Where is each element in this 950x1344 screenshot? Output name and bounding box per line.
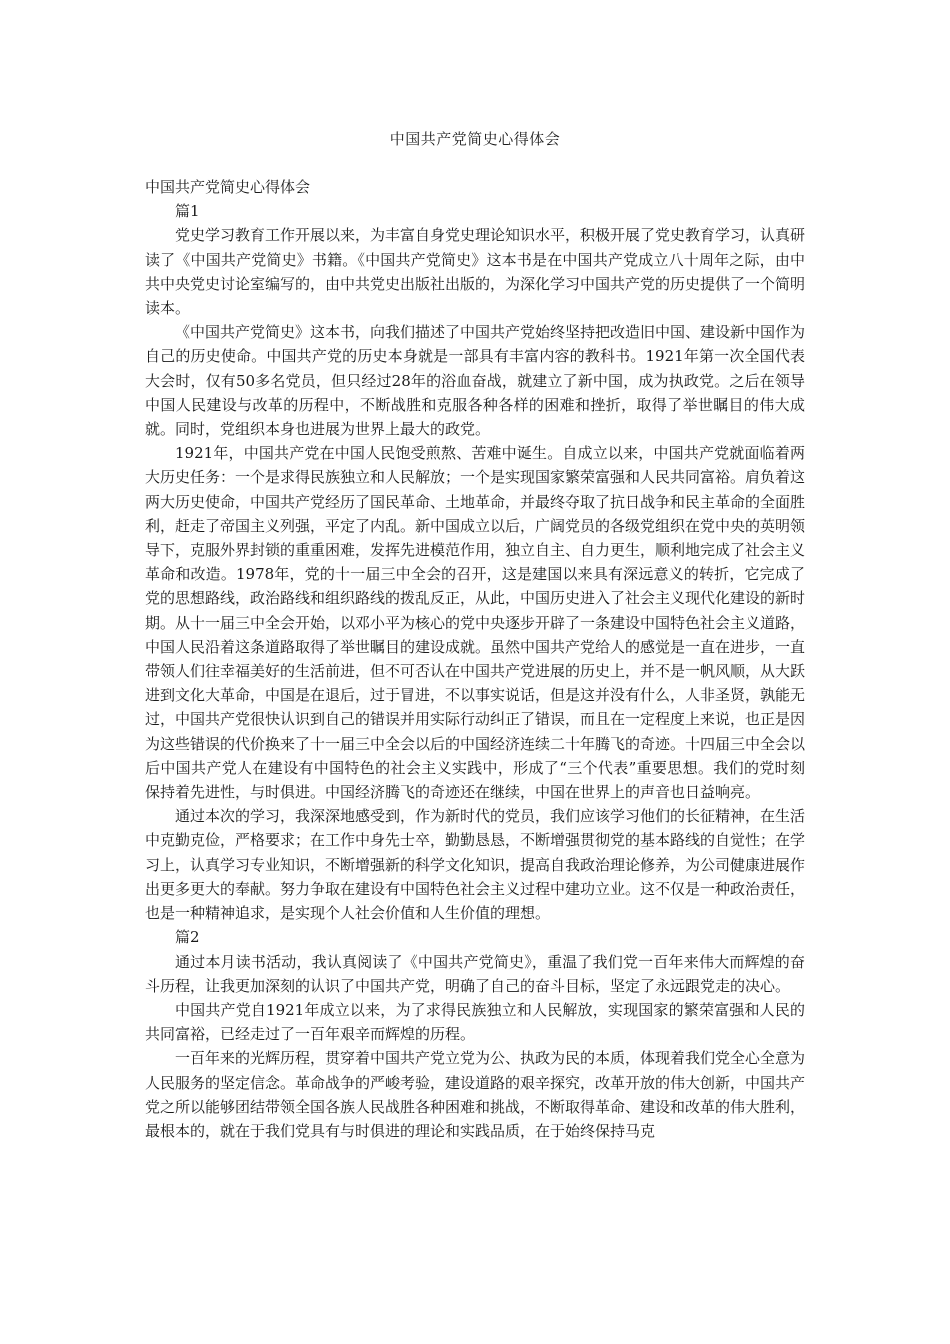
section-label-2: 篇2 [175, 928, 200, 947]
paragraph: 通过本月读书活动，我认真阅读了《中国共产党简史》，重温了我们党一百年来伟大而辉煌的奋斗历程，让我更加深刻的认识了中国共产党，明确了自己的奋斗目标，坚定了永远跟党走的决心。 [145, 952, 805, 995]
paragraph: 《中国共产党简史》这本书，向我们描述了中国共产党始终坚持把改造旧中国、建设新中国作为自己的历史使命。中国共产党的历史本身就是一部具有丰富内容的教科书。1921年第一次全国代表大会时，仅有50多名党员，但只经过28年的浴血奋战，就建立了新中国，成为执政党。之后在领导中国人民建设与改革的历程中，不断战胜和克服各种各样的困难和挫折，取得了举世瞩目的伟大成就。同时，党组织本身也进展为世界上最大的政党。 [145, 323, 806, 439]
document-subtitle: 中国共产党简史心得体会 [145, 178, 311, 196]
paragraph: 1921年，中国共产党在中国人民饱受煎熬、苦难中诞生。自成立以来，中国共产党就面临着两大历史任务：一个是求得民族独立和人民解放；一个是实现国家繁荣富强和人民共同富裕。肩负着这两大历史使命，中国共产党经历了国民革命、土地革命，并最终夺取了抗日战争和民主革命的全面胜利，赶走了帝国主义列强，平定了内乱。新中国成立以后，广阔党员的各级党组织在党中央的英明领导下，克服外界封锁的重重困难，发挥先进模范作用，独立自主、自力更生，顺利地完成了社会主义革命和改造。1978年，党的十一届三中全会的召开，这是建国以来具有深远意义的转折，它完成了党的思想路线，政治路线和组织路线的拨乱反正，从此，中国历史进入了社会主义现代化建设的新时期。从十一届三中全会开始，以邓小平为核心的党中央逐步开辟了一条建设中国特色社会主义道路，中国人民沿着这条道路取得了举世瞩目的建设成就。虽然中国共产党给人的感觉是一直在进步，一直带领人们往幸福美好的生活前进，但不可否认在中国共产党进展的历史上，并不是一帆风顺，从大跃进到文化大革命，中国是在退后，过于冒进，不以事实说话，但是这并没有什么，人非圣贤，孰能无过，中国共产党很快认识到自己的错误并用实际行动纠正了错误，而且在一定程度上来说，也正是因为这些错误的代价换来了十一届三中全会以后的中国经济连续二十年腾飞的奇迹。十四届三中全会以后中国共产党人在建设有中国特色的社会主义实践中，形成了“三个代表”重要思想。我们的党时刻保持着先进性，与时俱进。中国经济腾飞的奇迹还在继续，中国在世界上的声音也日益响亮。 [145, 444, 806, 802]
paragraph: 党史学习教育工作开展以来，为丰富自身党史理论知识水平，积极开展了党史教育学习，认真研读了《中国共产党简史》书籍。《中国共产党简史》这本书是在中国共产党成立八十周年之际，由中共中央党史讨论室编写的，由中共党史出版社出版的，为深化学习中国共产党的历史提供了一个简明读本。 [145, 226, 806, 318]
document-body [145, 175, 805, 1143]
paragraph: 通过本次的学习，我深深地感受到，作为新时代的党员，我们应该学习他们的长征精神，在生活中克勤克俭，严格要求；在工作中身先士卒，勤勤恳恳，不断增强贯彻党的基本路线的自觉性；在学习上，认真学习专业知识，不断增强新的科学文化知识，提高自我政治理论修养，为公司健康进展作出更多更大的奉献。努力争取在建设有中国特色社会主义过程中建功立业。这不仅是一种政治责任，也是一种精神追求，是实现个人社会价值和人生价值的理想。 [145, 807, 806, 923]
section-label-1: 篇1 [175, 202, 200, 221]
paragraph: 中国共产党自1921年成立以来，为了求得民族独立和人民解放，实现国家的繁荣富强和人民的共同富裕，已经走过了一百年艰辛而辉煌的历程。 [145, 1000, 805, 1044]
document-title: 中国共产党简史心得体会 [389, 130, 561, 148]
paragraph: 一百年来的光辉历程，贯穿着中国共产党立党为公、执政为民的本质，体现着我们党全心全意为人民服务的坚定信念。革命战争的严峻考验，建设道路的艰辛探究，改革开放的伟大创新，中国共产党之所以能够团结带领全国各族人民战胜各种困难和挑战，不断取得革命、建设和改革的伟大胜利，最根本的，就在于我们党具有与时俱进的理论和实践品质，在于始终保持马克 [145, 1049, 806, 1140]
